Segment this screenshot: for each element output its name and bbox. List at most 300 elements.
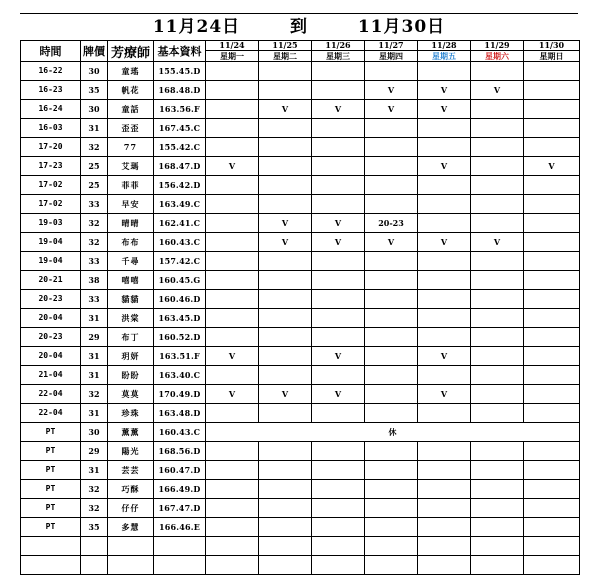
day-cell-4: V	[418, 233, 471, 252]
row-therapist-name: 布布	[108, 233, 154, 252]
row-therapist-name: 晴晴	[108, 214, 154, 233]
row-time: 22-04	[21, 385, 81, 404]
day-cell-3	[365, 290, 418, 309]
header-date-2: 11/26	[312, 41, 365, 51]
day-cell-2	[312, 461, 365, 480]
day-cell-1: V	[259, 233, 312, 252]
day-cell-3	[365, 271, 418, 290]
therapist-row	[21, 271, 580, 290]
empty-cell	[108, 556, 154, 575]
row-price: 29	[81, 328, 108, 347]
day-cell-3: V	[365, 100, 418, 119]
day-cell-0	[206, 100, 259, 119]
empty-cell	[206, 537, 259, 556]
therapist-row	[21, 366, 580, 385]
row-time: 16-24	[21, 100, 81, 119]
row-time: 17-02	[21, 195, 81, 214]
day-cell-2	[312, 119, 365, 138]
day-cell-3	[365, 195, 418, 214]
day-cell-6	[524, 138, 580, 157]
day-cell-6	[524, 81, 580, 100]
day-cell-5	[471, 62, 524, 81]
day-cell-5	[471, 309, 524, 328]
row-basic-info: 160.43.C	[154, 233, 206, 252]
day-cell-5	[471, 385, 524, 404]
day-cell-0	[206, 461, 259, 480]
therapist-row	[21, 81, 580, 100]
row-therapist-name: 童話	[108, 100, 154, 119]
row-leave-note: 休	[206, 423, 580, 442]
day-cell-1	[259, 290, 312, 309]
empty-cell	[471, 537, 524, 556]
header-date-5: 11/29	[471, 41, 524, 51]
day-cell-1	[259, 138, 312, 157]
day-cell-1	[259, 347, 312, 366]
day-cell-2	[312, 309, 365, 328]
day-cell-0: V	[206, 347, 259, 366]
day-cell-4	[418, 404, 471, 423]
row-basic-info: 160.45.G	[154, 271, 206, 290]
day-cell-5	[471, 442, 524, 461]
day-cell-3	[365, 62, 418, 81]
day-cell-5	[471, 480, 524, 499]
therapist-row	[21, 347, 580, 366]
day-cell-1	[259, 309, 312, 328]
day-cell-1	[259, 81, 312, 100]
day-cell-5	[471, 499, 524, 518]
day-cell-0	[206, 309, 259, 328]
day-cell-2	[312, 157, 365, 176]
day-cell-1	[259, 62, 312, 81]
empty-cell	[21, 537, 81, 556]
header-date-1: 11/25	[259, 41, 312, 51]
empty-cell	[524, 537, 580, 556]
row-time: 17-02	[21, 176, 81, 195]
day-cell-4	[418, 290, 471, 309]
day-cell-4	[418, 138, 471, 157]
therapist-row	[21, 195, 580, 214]
day-cell-6	[524, 290, 580, 309]
day-cell-2	[312, 366, 365, 385]
row-time: 20-23	[21, 328, 81, 347]
day-cell-6	[524, 442, 580, 461]
day-cell-3	[365, 176, 418, 195]
row-basic-info: 166.46.E	[154, 518, 206, 537]
day-cell-0	[206, 176, 259, 195]
row-time: 19-04	[21, 233, 81, 252]
day-cell-6	[524, 480, 580, 499]
row-therapist-name: 莫莫	[108, 385, 154, 404]
day-cell-6	[524, 385, 580, 404]
row-basic-info: 163.51.F	[154, 347, 206, 366]
row-time: PT	[21, 423, 81, 442]
day-cell-2	[312, 252, 365, 271]
header-price: 牌價	[81, 41, 108, 62]
row-therapist-name: 陽光	[108, 442, 154, 461]
row-price: 33	[81, 290, 108, 309]
header-weekday-1: 星期二	[259, 51, 312, 62]
day-cell-5	[471, 100, 524, 119]
therapist-row	[21, 252, 580, 271]
day-cell-3	[365, 461, 418, 480]
day-cell-1	[259, 461, 312, 480]
day-cell-2	[312, 62, 365, 81]
day-cell-5	[471, 195, 524, 214]
day-cell-4: V	[418, 385, 471, 404]
row-basic-info: 168.56.D	[154, 442, 206, 461]
empty-cell	[154, 556, 206, 575]
row-price: 35	[81, 518, 108, 537]
row-therapist-name: 玥妍	[108, 347, 154, 366]
day-cell-0	[206, 214, 259, 233]
day-cell-3: V	[365, 81, 418, 100]
row-basic-info: 156.42.D	[154, 176, 206, 195]
day-cell-3	[365, 328, 418, 347]
row-price: 30	[81, 62, 108, 81]
empty-cell	[471, 556, 524, 575]
day-cell-2	[312, 328, 365, 347]
day-cell-4	[418, 309, 471, 328]
row-price: 33	[81, 252, 108, 271]
empty-cell	[312, 537, 365, 556]
row-basic-info: 163.45.D	[154, 309, 206, 328]
therapist-row	[21, 214, 580, 233]
row-basic-info: 162.41.C	[154, 214, 206, 233]
empty-cell	[259, 537, 312, 556]
roster-body	[21, 62, 580, 575]
row-price: 25	[81, 176, 108, 195]
day-cell-4	[418, 461, 471, 480]
row-therapist-name: 貓貓	[108, 290, 154, 309]
day-cell-3: 20-23	[365, 214, 418, 233]
day-cell-2: V	[312, 214, 365, 233]
empty-cell	[365, 556, 418, 575]
therapist-row	[21, 100, 580, 119]
day-cell-3	[365, 404, 418, 423]
empty-cell	[312, 556, 365, 575]
day-cell-1	[259, 252, 312, 271]
day-cell-2	[312, 404, 365, 423]
empty-cell	[108, 537, 154, 556]
row-time: 22-04	[21, 404, 81, 423]
header-weekday-0: 星期一	[206, 51, 259, 62]
therapist-row	[21, 404, 580, 423]
row-time: 20-21	[21, 271, 81, 290]
day-cell-0	[206, 480, 259, 499]
day-cell-3	[365, 119, 418, 138]
empty-row	[21, 537, 580, 556]
row-price: 31	[81, 461, 108, 480]
day-cell-2	[312, 290, 365, 309]
day-cell-1	[259, 195, 312, 214]
day-cell-1: V	[259, 385, 312, 404]
day-cell-4	[418, 176, 471, 195]
row-time: PT	[21, 442, 81, 461]
row-therapist-name: 布丁	[108, 328, 154, 347]
day-cell-3	[365, 480, 418, 499]
header-info: 基本資料	[154, 41, 206, 62]
empty-row	[21, 556, 580, 575]
day-cell-4	[418, 480, 471, 499]
row-basic-info: 166.49.D	[154, 480, 206, 499]
day-cell-4: V	[418, 81, 471, 100]
day-cell-0: V	[206, 385, 259, 404]
day-cell-6	[524, 195, 580, 214]
empty-cell	[259, 556, 312, 575]
row-price: 35	[81, 81, 108, 100]
header-date-6: 11/30	[524, 41, 580, 51]
day-cell-3	[365, 518, 418, 537]
day-cell-4	[418, 518, 471, 537]
day-cell-2	[312, 176, 365, 195]
day-cell-2	[312, 480, 365, 499]
therapist-row	[21, 480, 580, 499]
day-cell-0	[206, 404, 259, 423]
therapist-row	[21, 138, 580, 157]
day-cell-1: V	[259, 100, 312, 119]
header-date-0: 11/24	[206, 41, 259, 51]
day-cell-1	[259, 442, 312, 461]
day-cell-2: V	[312, 347, 365, 366]
day-cell-4	[418, 214, 471, 233]
empty-cell	[154, 537, 206, 556]
day-cell-0	[206, 328, 259, 347]
row-basic-info: 160.46.D	[154, 290, 206, 309]
row-therapist-name: 千尋	[108, 252, 154, 271]
day-cell-1	[259, 157, 312, 176]
day-cell-4	[418, 366, 471, 385]
title-to-word: 到	[290, 17, 308, 37]
day-cell-6	[524, 100, 580, 119]
therapist-row	[21, 233, 580, 252]
therapist-row	[21, 119, 580, 138]
row-basic-info: 168.48.D	[154, 81, 206, 100]
row-time: 17-20	[21, 138, 81, 157]
row-price: 30	[81, 100, 108, 119]
day-cell-6	[524, 461, 580, 480]
therapist-row	[21, 385, 580, 404]
day-cell-0	[206, 271, 259, 290]
therapist-row	[21, 309, 580, 328]
row-therapist-name: 巧酥	[108, 480, 154, 499]
row-price: 31	[81, 119, 108, 138]
therapist-row	[21, 461, 580, 480]
row-therapist-name: 珍珠	[108, 404, 154, 423]
row-price: 25	[81, 157, 108, 176]
day-cell-1	[259, 404, 312, 423]
row-price: 32	[81, 499, 108, 518]
row-price: 30	[81, 423, 108, 442]
day-cell-2	[312, 518, 365, 537]
day-cell-2	[312, 195, 365, 214]
day-cell-5	[471, 328, 524, 347]
row-therapist-name: 嘻嘻	[108, 271, 154, 290]
row-basic-info: 170.49.D	[154, 385, 206, 404]
row-basic-info: 167.47.D	[154, 499, 206, 518]
day-cell-3	[365, 347, 418, 366]
day-cell-1: V	[259, 214, 312, 233]
row-therapist-name: 艾瑪	[108, 157, 154, 176]
schedule-title	[20, 14, 578, 40]
day-cell-5	[471, 271, 524, 290]
empty-cell	[206, 556, 259, 575]
header-date-4: 11/28	[418, 41, 471, 51]
day-cell-5	[471, 518, 524, 537]
day-cell-1	[259, 480, 312, 499]
row-therapist-name: 帆花	[108, 81, 154, 100]
empty-cell	[21, 556, 81, 575]
row-price: 38	[81, 271, 108, 290]
row-price: 32	[81, 480, 108, 499]
day-cell-4	[418, 195, 471, 214]
day-cell-3	[365, 442, 418, 461]
row-therapist-name: 童瑤	[108, 62, 154, 81]
row-therapist-name: 歪歪	[108, 119, 154, 138]
day-cell-3: V	[365, 233, 418, 252]
day-cell-5	[471, 176, 524, 195]
therapist-row	[21, 176, 580, 195]
row-time: 16-23	[21, 81, 81, 100]
day-cell-6	[524, 404, 580, 423]
day-cell-3	[365, 309, 418, 328]
day-cell-2	[312, 442, 365, 461]
day-cell-0: V	[206, 157, 259, 176]
day-cell-1	[259, 366, 312, 385]
empty-cell	[365, 537, 418, 556]
row-time: 17-23	[21, 157, 81, 176]
row-therapist-name: 菲菲	[108, 176, 154, 195]
empty-cell	[418, 537, 471, 556]
day-cell-2: V	[312, 385, 365, 404]
row-price: 31	[81, 347, 108, 366]
day-cell-0	[206, 442, 259, 461]
day-cell-0	[206, 62, 259, 81]
day-cell-5	[471, 366, 524, 385]
day-cell-1	[259, 328, 312, 347]
empty-cell	[81, 537, 108, 556]
row-therapist-name: 洪棠	[108, 309, 154, 328]
row-basic-info: 167.45.C	[154, 119, 206, 138]
row-therapist-name: 仔仔	[108, 499, 154, 518]
therapist-row	[21, 442, 580, 461]
row-time: PT	[21, 461, 81, 480]
row-price: 31	[81, 309, 108, 328]
therapist-row	[21, 499, 580, 518]
day-cell-0	[206, 195, 259, 214]
day-cell-3	[365, 366, 418, 385]
day-cell-6	[524, 62, 580, 81]
day-cell-3	[365, 138, 418, 157]
row-price: 29	[81, 442, 108, 461]
header-weekday-4: 星期五	[418, 51, 471, 62]
day-cell-6	[524, 366, 580, 385]
day-cell-6	[524, 252, 580, 271]
row-time: PT	[21, 518, 81, 537]
row-time: PT	[21, 499, 81, 518]
day-cell-4: V	[418, 157, 471, 176]
therapist-row	[21, 328, 580, 347]
therapist-row	[21, 423, 580, 442]
day-cell-0	[206, 119, 259, 138]
day-cell-6	[524, 347, 580, 366]
day-cell-5	[471, 214, 524, 233]
row-therapist-name: 盼盼	[108, 366, 154, 385]
therapist-row	[21, 290, 580, 309]
day-cell-6	[524, 119, 580, 138]
row-price: 32	[81, 138, 108, 157]
header-weekday-5: 星期六	[471, 51, 524, 62]
header-date-3: 11/27	[365, 41, 418, 51]
day-cell-5: V	[471, 81, 524, 100]
row-price: 33	[81, 195, 108, 214]
day-cell-4	[418, 119, 471, 138]
header-row-dates	[21, 41, 580, 51]
day-cell-0	[206, 499, 259, 518]
day-cell-3	[365, 499, 418, 518]
day-cell-0	[206, 233, 259, 252]
day-cell-4	[418, 442, 471, 461]
title-end-date: 11月30日	[357, 17, 446, 37]
day-cell-6: V	[524, 157, 580, 176]
therapist-row	[21, 157, 580, 176]
day-cell-1	[259, 119, 312, 138]
row-time: 20-23	[21, 290, 81, 309]
day-cell-3	[365, 157, 418, 176]
day-cell-2: V	[312, 233, 365, 252]
day-cell-4	[418, 62, 471, 81]
day-cell-5	[471, 461, 524, 480]
day-cell-5	[471, 347, 524, 366]
day-cell-4	[418, 499, 471, 518]
header-time: 時間	[21, 41, 81, 62]
day-cell-5: V	[471, 233, 524, 252]
row-basic-info: 163.49.C	[154, 195, 206, 214]
header-weekday-3: 星期四	[365, 51, 418, 62]
day-cell-2	[312, 499, 365, 518]
day-cell-0	[206, 366, 259, 385]
row-basic-info: 160.47.D	[154, 461, 206, 480]
day-cell-4	[418, 328, 471, 347]
row-time: 16-22	[21, 62, 81, 81]
day-cell-4: V	[418, 100, 471, 119]
title-start-date: 11月24日	[152, 17, 241, 37]
day-cell-5	[471, 138, 524, 157]
day-cell-3	[365, 385, 418, 404]
row-time: 20-04	[21, 347, 81, 366]
row-time: 19-03	[21, 214, 81, 233]
day-cell-4: V	[418, 347, 471, 366]
day-cell-2: V	[312, 100, 365, 119]
row-time: 19-04	[21, 252, 81, 271]
day-cell-2	[312, 271, 365, 290]
day-cell-1	[259, 271, 312, 290]
row-basic-info: 163.56.F	[154, 100, 206, 119]
row-price: 32	[81, 233, 108, 252]
therapist-row	[21, 518, 580, 537]
day-cell-5	[471, 157, 524, 176]
row-therapist-name: 薰薰	[108, 423, 154, 442]
day-cell-6	[524, 518, 580, 537]
row-price: 32	[81, 214, 108, 233]
row-price: 31	[81, 404, 108, 423]
day-cell-3	[365, 252, 418, 271]
row-time: 16-03	[21, 119, 81, 138]
day-cell-4	[418, 271, 471, 290]
row-price: 31	[81, 366, 108, 385]
day-cell-1	[259, 499, 312, 518]
row-basic-info: 155.42.C	[154, 138, 206, 157]
day-cell-0	[206, 138, 259, 157]
